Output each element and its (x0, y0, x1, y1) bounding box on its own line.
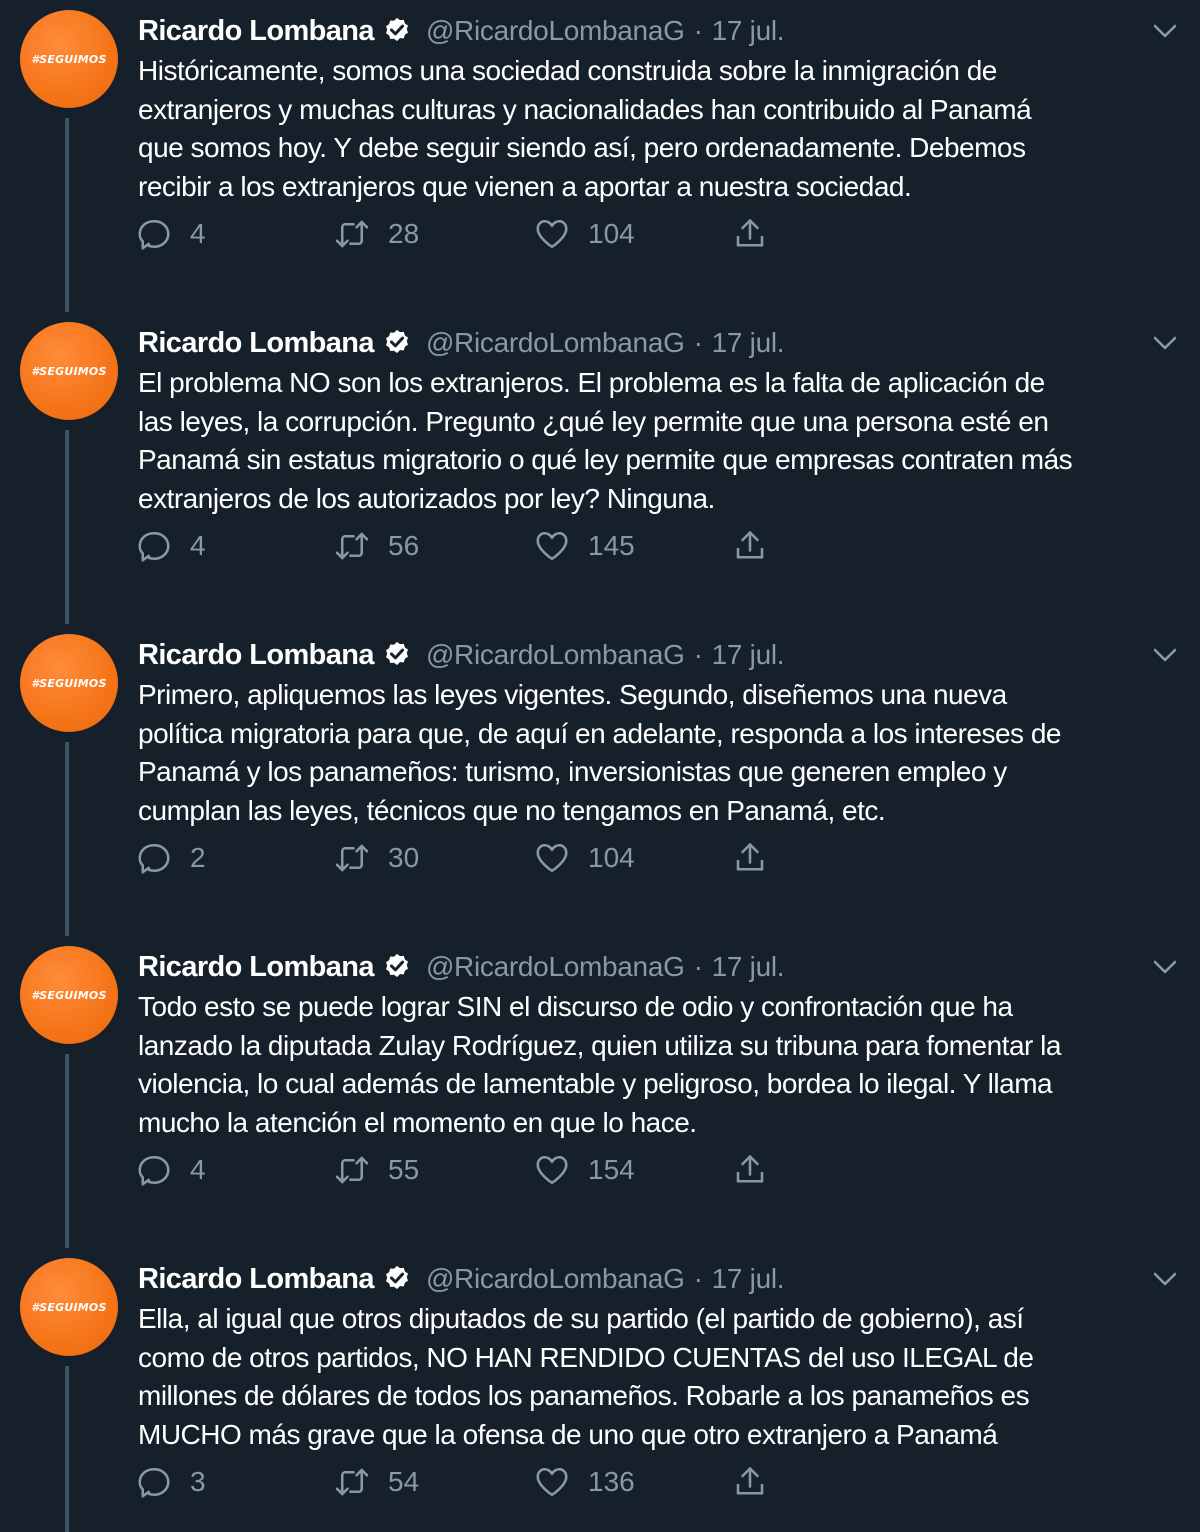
reply-count: 2 (190, 842, 206, 873)
chevron-down-icon[interactable] (1152, 646, 1178, 664)
separator: · (693, 639, 703, 670)
author-name[interactable]: Ricardo Lombana (138, 14, 374, 47)
chevron-down-icon[interactable] (1152, 958, 1178, 976)
like-button[interactable] (534, 526, 635, 566)
avatar-label: #SEGUIMOS (31, 676, 107, 690)
like-button[interactable] (534, 838, 635, 878)
like-count: 136 (588, 1466, 635, 1497)
author-name[interactable]: Ricardo Lombana (138, 638, 374, 671)
tweet-date[interactable]: 17 jul. (711, 15, 785, 46)
retweet-count: 28 (388, 218, 420, 249)
author-handle[interactable]: @RicardoLombanaG (425, 951, 685, 982)
author-handle[interactable]: @RicardoLombanaG (425, 327, 685, 358)
tweet[interactable] (0, 936, 1200, 1248)
reply-count: 3 (190, 1466, 206, 1497)
retweet-button[interactable] (334, 526, 419, 566)
verified-badge-icon (382, 1264, 412, 1294)
share-icon (732, 1152, 768, 1188)
tweet[interactable] (0, 0, 1200, 312)
tweet-date[interactable]: 17 jul. (711, 951, 785, 982)
tweet[interactable] (0, 1248, 1200, 1532)
heart-icon (534, 216, 570, 252)
share-icon (732, 840, 768, 876)
tweet-text: El problema NO son los extranjeros. El problema es la falta de aplicación de las leyes, la corrupción. Pregunto ¿qué ley permite que una persona esté en Panamá sin estatus migratorio o qué ley permite que empresas contraten más extranjeros de los autorizados por ley? Ninguna. (138, 367, 1073, 514)
reply-count: 4 (190, 530, 206, 561)
tweet[interactable] (0, 624, 1200, 936)
tweet-text: Ella, al igual que otros diputados de su partido (el partido de gobierno), así como de otros partidos, NO HAN RENDIDO CUENTAS del uso ILEGAL de millones de dólares de todos los panameños. Robarle a los panameños es MUCHO más grave que la ofensa de uno que otro extranjero a Panamá (138, 1303, 1034, 1450)
tweet-date[interactable]: 17 jul. (711, 1263, 785, 1294)
retweet-count: 54 (388, 1466, 420, 1497)
heart-icon (534, 528, 570, 564)
author-handle[interactable]: @RicardoLombanaG (425, 15, 685, 46)
retweet-count: 55 (388, 1154, 420, 1185)
retweet-count: 30 (388, 842, 420, 873)
tweet-header (138, 948, 784, 986)
retweet-button[interactable] (334, 1462, 419, 1502)
retweet-count: 56 (388, 530, 420, 561)
reply-button[interactable] (136, 526, 206, 566)
avatar-label: #SEGUIMOS (31, 52, 107, 66)
retweet-icon (334, 528, 370, 564)
author-handle[interactable]: @RicardoLombanaG (425, 1263, 685, 1294)
avatar-label: #SEGUIMOS (31, 988, 107, 1002)
like-count: 104 (588, 218, 635, 249)
thread-line (65, 742, 69, 936)
verified-badge-icon (382, 328, 412, 358)
like-count: 104 (588, 842, 635, 873)
share-icon (732, 216, 768, 252)
verified-badge-icon (382, 952, 412, 982)
avatar-label: #SEGUIMOS (31, 1300, 107, 1314)
verified-badge-icon (382, 16, 412, 46)
verified-badge-icon (382, 640, 412, 670)
thread-line (65, 1054, 69, 1248)
tweet-header (138, 12, 784, 50)
share-button[interactable] (732, 838, 768, 878)
chevron-down-icon[interactable] (1152, 334, 1178, 352)
like-button[interactable] (534, 1462, 635, 1502)
reply-button[interactable] (136, 1462, 206, 1502)
chevron-down-icon[interactable] (1152, 22, 1178, 40)
heart-icon (534, 840, 570, 876)
like-count: 145 (588, 530, 635, 561)
retweet-icon (334, 1464, 370, 1500)
tweet[interactable] (0, 312, 1200, 624)
author-name[interactable]: Ricardo Lombana (138, 950, 374, 983)
like-count: 154 (588, 1154, 635, 1185)
avatar[interactable] (20, 322, 118, 420)
avatar[interactable] (20, 946, 118, 1044)
chevron-down-icon[interactable] (1152, 1270, 1178, 1288)
share-button[interactable] (732, 1150, 768, 1190)
share-button[interactable] (732, 214, 768, 254)
share-icon (732, 1464, 768, 1500)
tweet-date[interactable]: 17 jul. (711, 327, 785, 358)
reply-icon (136, 528, 172, 564)
like-button[interactable] (534, 214, 635, 254)
tweet-text: Todo esto se puede lograr SIN el discurso de odio y confrontación que ha lanzado la diputada Zulay Rodríguez, quien utiliza su tribuna para fomentar la violencia, lo cual además de lamentable y peligroso, bordea lo ilegal. Y llama mucho la atención el momento en que lo hace. (138, 991, 1061, 1138)
separator: · (693, 15, 703, 46)
author-handle[interactable]: @RicardoLombanaG (425, 639, 685, 670)
tweet-text: Históricamente, somos una sociedad construida sobre la inmigración de extranjeros y muchas culturas y nacionalidades han contribuido al Panamá que somos hoy. Y debe seguir siendo así, pero ordenadamente. Debemos recibir a los extranjeros que vienen a aportar a nuestra sociedad. (138, 55, 1032, 202)
retweet-button[interactable] (334, 838, 419, 878)
thread-line (65, 430, 69, 624)
retweet-icon (334, 1152, 370, 1188)
reply-icon (136, 840, 172, 876)
avatar-label: #SEGUIMOS (31, 364, 107, 378)
like-button[interactable] (534, 1150, 635, 1190)
reply-button[interactable] (136, 838, 206, 878)
separator: · (693, 327, 703, 358)
thread-line (65, 118, 69, 312)
avatar[interactable] (20, 634, 118, 732)
reply-count: 4 (190, 218, 206, 249)
heart-icon (534, 1152, 570, 1188)
share-button[interactable] (732, 1462, 768, 1502)
retweet-icon (334, 216, 370, 252)
retweet-button[interactable] (334, 214, 419, 254)
reply-icon (136, 1464, 172, 1500)
share-button[interactable] (732, 526, 768, 566)
tweet-actions (136, 526, 816, 566)
reply-count: 4 (190, 1154, 206, 1185)
retweet-icon (334, 840, 370, 876)
tweet-header (138, 636, 784, 674)
author-name[interactable]: Ricardo Lombana (138, 326, 374, 359)
tweet-actions (136, 1462, 816, 1502)
heart-icon (534, 1464, 570, 1500)
reply-icon (136, 1152, 172, 1188)
retweet-button[interactable] (334, 1150, 419, 1190)
separator: · (693, 951, 703, 982)
avatar[interactable] (20, 10, 118, 108)
tweet-date[interactable]: 17 jul. (711, 639, 785, 670)
share-icon (732, 528, 768, 564)
reply-button[interactable] (136, 214, 206, 254)
author-name[interactable]: Ricardo Lombana (138, 1262, 374, 1295)
tweet-header (138, 1260, 784, 1298)
avatar[interactable] (20, 1258, 118, 1356)
separator: · (693, 1263, 703, 1294)
tweet-actions (136, 838, 816, 878)
tweet-actions (136, 214, 816, 254)
reply-icon (136, 216, 172, 252)
tweet-text: Primero, apliquemos las leyes vigentes. Segundo, diseñemos una nueva política migratoria para que, de aquí en adelante, responda a los intereses de Panamá y los panameños: turismo, inversionistas que generen empleo y cumplan las leyes, técnicos que no tengamos en Panamá, etc. (138, 679, 1061, 826)
thread-line (65, 1366, 69, 1532)
tweet-header (138, 324, 784, 362)
reply-button[interactable] (136, 1150, 206, 1190)
tweet-actions (136, 1150, 816, 1190)
